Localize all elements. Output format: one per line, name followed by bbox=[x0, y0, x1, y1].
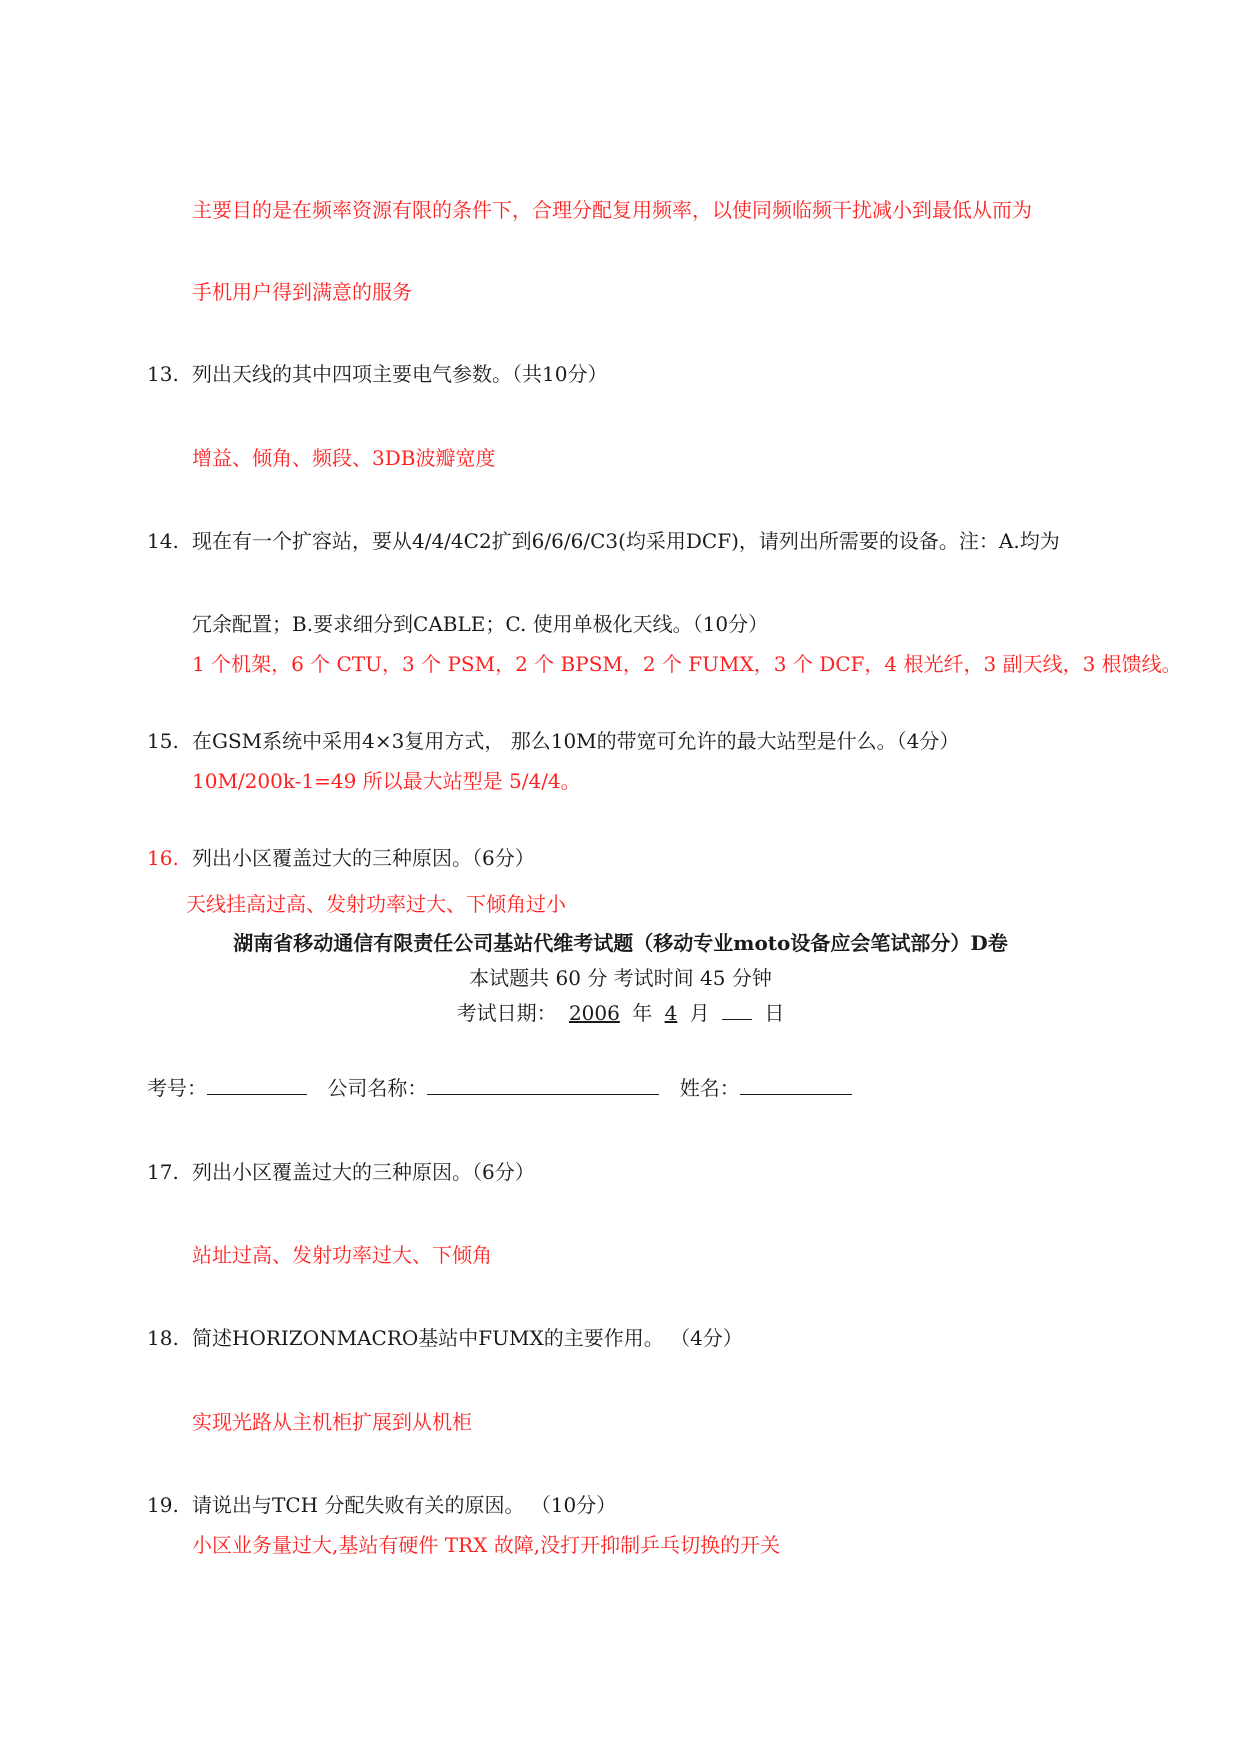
company-label: 公司名称： bbox=[327, 1076, 428, 1100]
q14-question-line1: 现在有一个扩容站，要从4/4/4C2扩到6/6/6/C3(均采用DCF)，请列出所需要的设备。注：A.均为 bbox=[192, 529, 1060, 553]
exam-date bbox=[0, 1000, 1241, 1026]
exam-date-year-unit: 年 bbox=[632, 1001, 653, 1025]
exam-no-blank[interactable] bbox=[207, 1076, 307, 1095]
exam-date-year: 2006 bbox=[568, 1001, 620, 1025]
q18-answer: 实现光路从主机柜扩展到从机柜 bbox=[192, 1410, 472, 1434]
q17-question: 列出小区覆盖过大的三种原因。（6分） bbox=[192, 1160, 535, 1184]
q13-question: 列出天线的其中四项主要电气参数。（共10分） bbox=[192, 362, 608, 386]
q14-answer: 1 个机架，6 个 CTU，3 个 PSM，2 个 BPSM，2 个 FUMX，3 个 DCF，4 根光纤，3 副天线，3 根馈线。 bbox=[192, 652, 1182, 676]
exam-date-day-unit: 日 bbox=[764, 1001, 785, 1025]
q15-answer: 10M/200k-1=49 所以最大站型是 5/4/4。 bbox=[192, 769, 581, 793]
q14-number: 14. bbox=[147, 529, 179, 553]
info-row bbox=[147, 1075, 852, 1101]
q16-question: 列出小区覆盖过大的三种原因。（6分） bbox=[192, 846, 535, 870]
q19-answer: 小区业务量过大,基站有硬件 TRX 故障,没打开抑制乒乓切换的开关 bbox=[192, 1533, 781, 1557]
q16-answer: 天线挂高过高、发射功率过大、下倾角过小 bbox=[186, 892, 566, 916]
q18-question: 简述HORIZONMACRO基站中FUMX的主要作用。 （4分） bbox=[192, 1326, 743, 1350]
exam-date-day-blank[interactable] bbox=[722, 1001, 752, 1020]
q12-answer-line1: 主要目的是在频率资源有限的条件下，合理分配复用频率，以使同频临频干扰减小到最低从而为 bbox=[192, 198, 1032, 222]
company-blank[interactable] bbox=[427, 1076, 659, 1095]
exam-date-month: 4 bbox=[664, 1001, 678, 1025]
exam-subtitle: 本试题共 60 分 考试时间 45 分钟 bbox=[469, 966, 772, 990]
q16-number: 16. bbox=[147, 846, 179, 870]
exam-date-label: 考试日期： bbox=[456, 1001, 557, 1025]
q17-number: 17. bbox=[147, 1160, 179, 1184]
exam-no-label: 考号： bbox=[147, 1076, 207, 1100]
q15-number: 15. bbox=[147, 729, 179, 753]
q12-answer-line2: 手机用户得到满意的服务 bbox=[192, 280, 412, 304]
q17-answer: 站址过高、发射功率过大、下倾角 bbox=[192, 1243, 492, 1267]
q19-number: 19. bbox=[147, 1493, 179, 1517]
exam-title: 湖南省移动通信有限责任公司基站代维考试题（移动专业moto设备应会笔试部分）D卷 bbox=[233, 931, 1008, 955]
name-label: 姓名： bbox=[679, 1076, 740, 1100]
q18-number: 18. bbox=[147, 1326, 179, 1350]
q13-answer: 增益、倾角、频段、3DB波瓣宽度 bbox=[192, 446, 496, 470]
exam-date-month-unit: 月 bbox=[689, 1001, 710, 1025]
q19-question: 请说出与TCH 分配失败有关的原因。 （10分） bbox=[192, 1493, 617, 1517]
q14-question-line2: 冗余配置；B.要求细分到CABLE；C. 使用单极化天线。（10分） bbox=[192, 612, 769, 636]
q15-question: 在GSM系统中采用4×3复用方式， 那么10M的带宽可允许的最大站型是什么。（4分） bbox=[192, 729, 960, 753]
q13-number: 13. bbox=[147, 362, 179, 386]
name-blank[interactable] bbox=[740, 1076, 852, 1095]
